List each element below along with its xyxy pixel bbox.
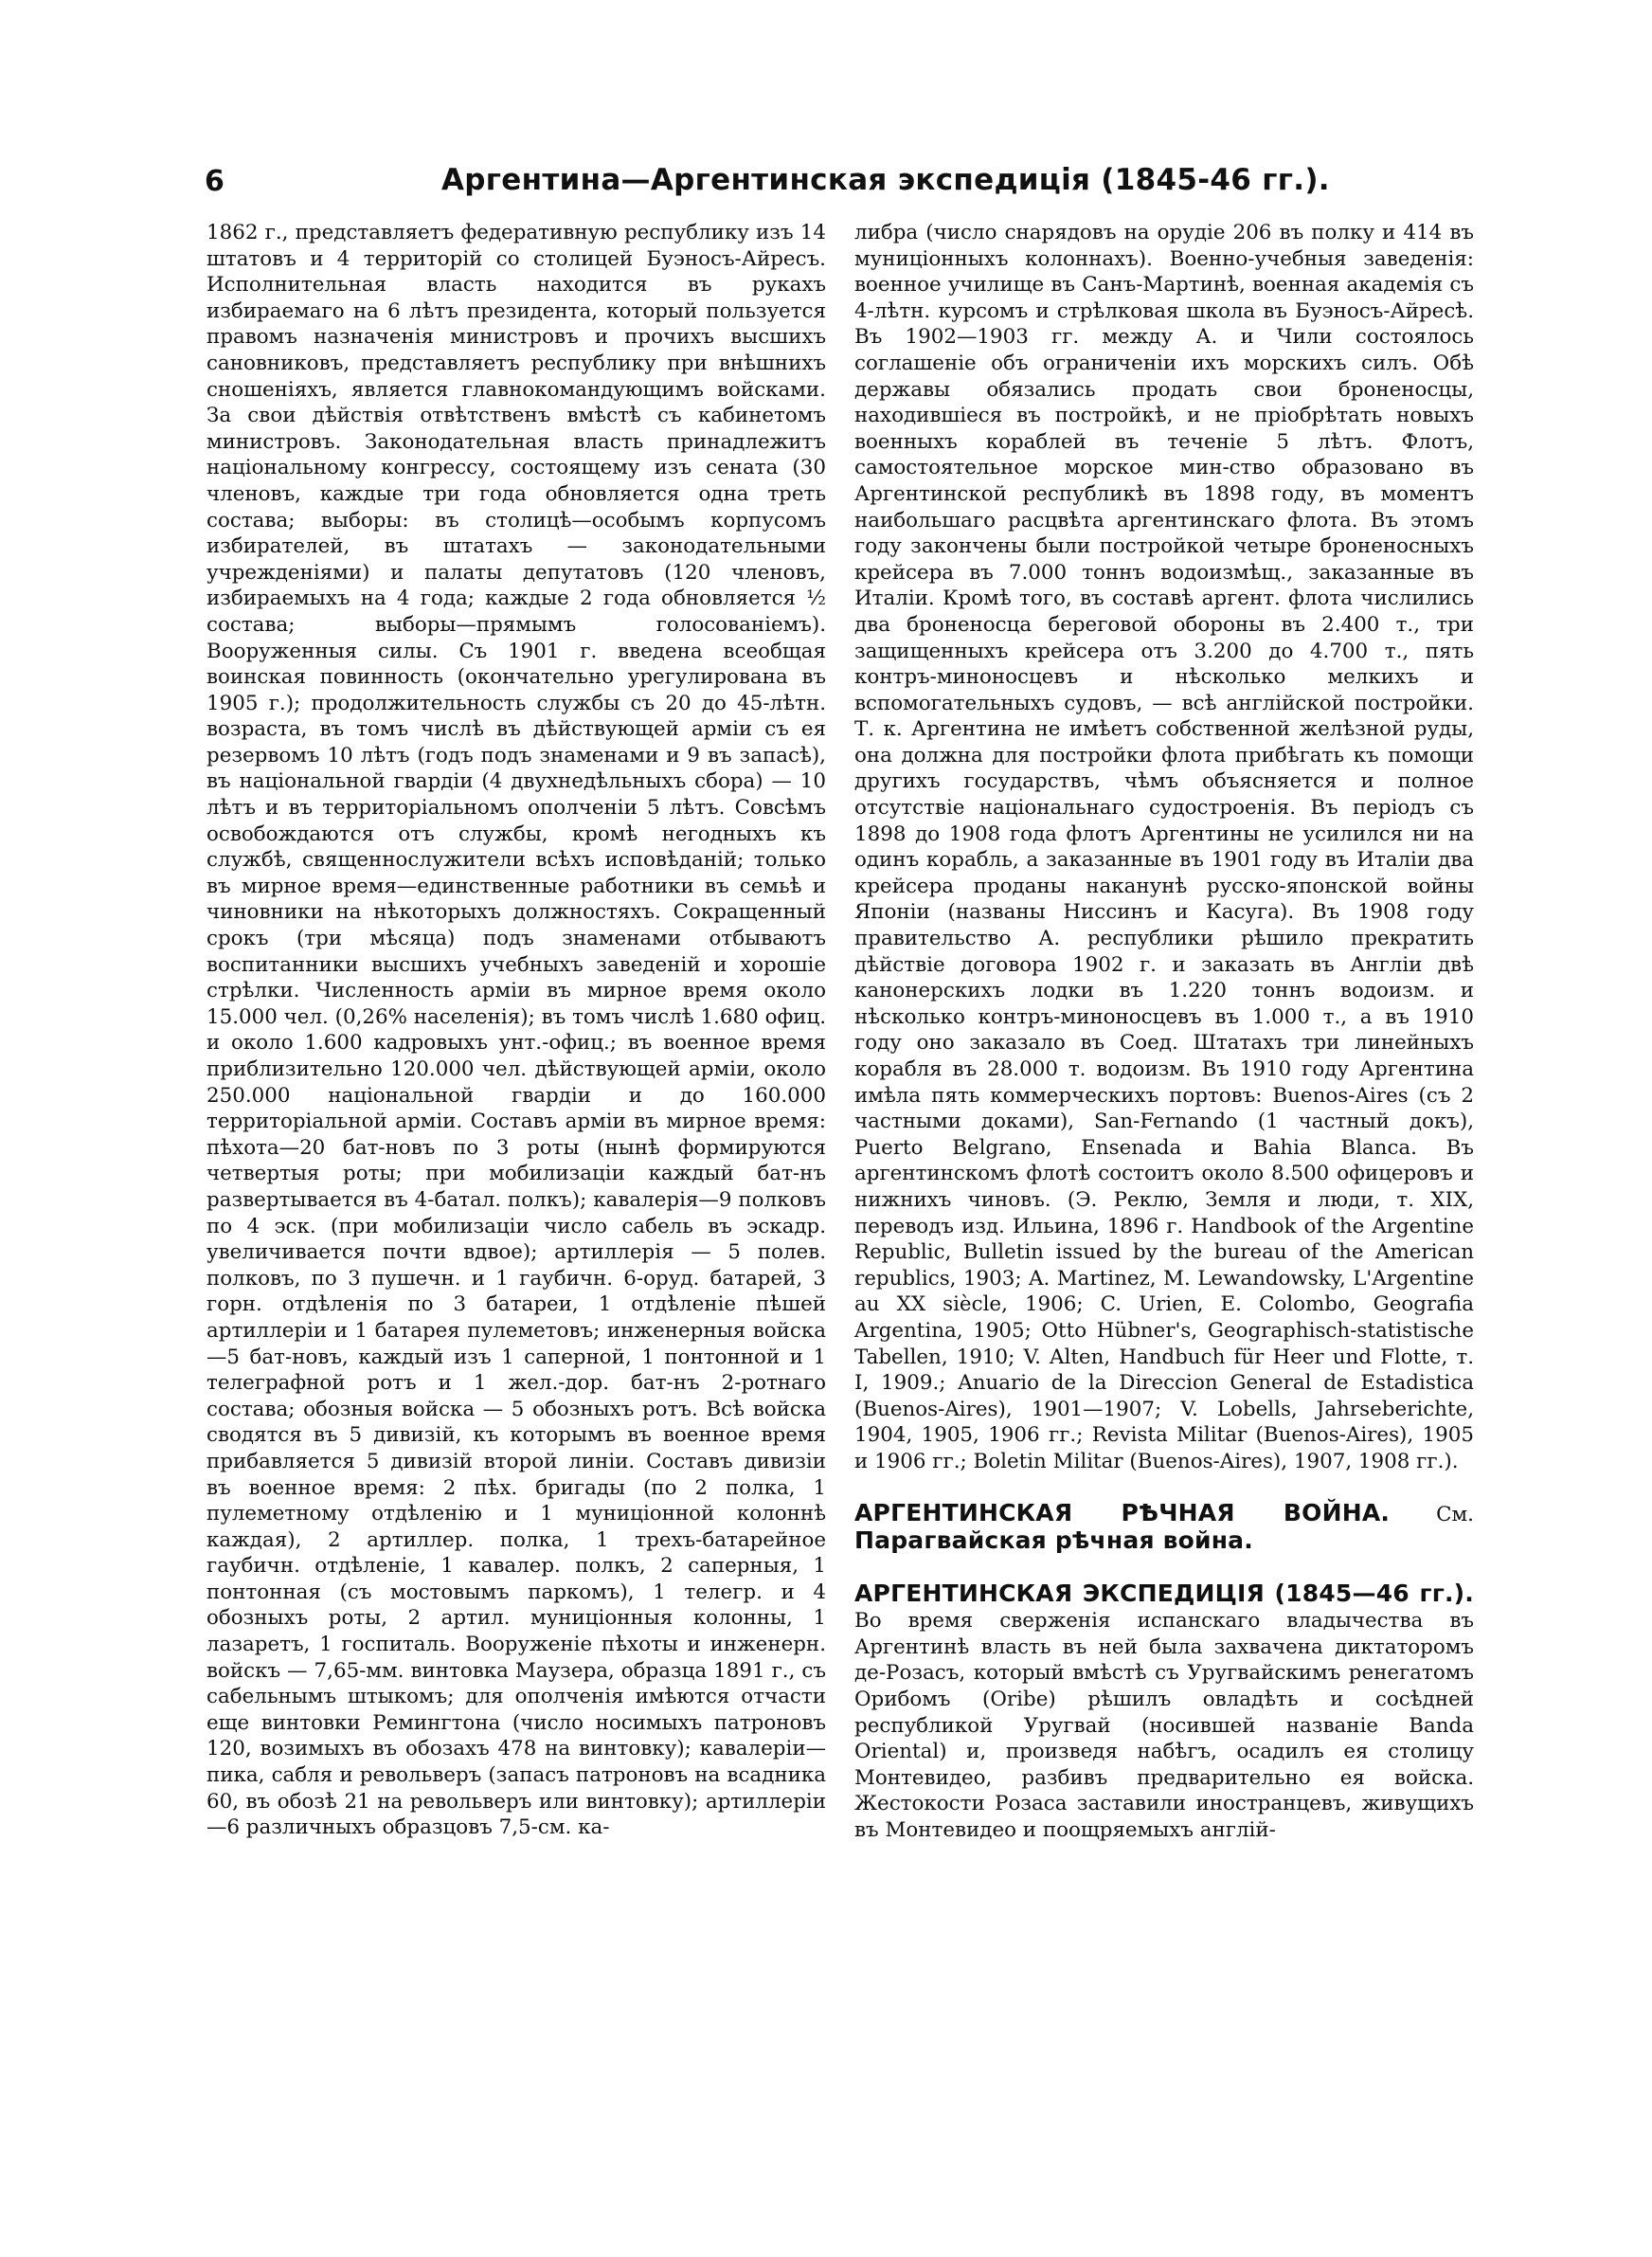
entry-see-label: См. — [1436, 1502, 1474, 1526]
page-header — [205, 163, 1474, 205]
left-column-paragraph: 1862 г., представляетъ федеративную республику изъ 14 штатовъ и 4 территорій со столицей Буэносъ-Айресъ. Исполнительная власть находится въ рукахъ избираемаго на 6 лѣтъ президента, который пользуется правомъ назначенія министровъ и прочихъ высшихъ сановниковъ, представляетъ республику при внѣшнихъ сношеніяхъ, является главнокомандующимъ войсками. За свои дѣйствія отвѣтственъ вмѣстѣ съ кабинетомъ министровъ. Законодательная власть принадлежитъ національному конгрессу, состоящему изъ сената (30 членовъ, каждые три года обновляется одна треть состава; выборы: въ столицѣ—особымъ корпусомъ избирателей, въ штатахъ — законодательными учрежденіями) и палаты депутатовъ (120 членовъ, избираемыхъ на 4 года; каждые 2 года обновляется ½ состава; выборы—прямымъ голосованіемъ). Вооруженныя силы. Съ 1901 г. введена всеобщая воинская повинность (окончательно урегулирована въ 1905 г.); продолжительность службы съ 20 до 45-лѣтн. возраста, въ томъ числѣ въ дѣйствующей арміи съ ея резервомъ 10 лѣтъ (годъ подъ знаменами и 9 въ запасѣ), въ національной гвардіи (4 двухнедѣльныхъ сбора) — 10 лѣтъ и въ территоріальномъ ополченіи 5 лѣтъ. Совсѣмъ освобождаются отъ службы, кромѣ негодныхъ къ службѣ, священнослужители всѣхъ исповѣданій; только въ мирное время—единственные работники въ семьѣ и чиновники на нѣкоторыхъ должностяхъ. Сокращенный срокъ (три мѣсяца) подъ знаменами отбываютъ воспитанники высшихъ учебныхъ заведеній и хорошіе стрѣлки. Численность арміи въ мирное время около 15.000 чел. (0,26% населенія); въ томъ числѣ 1.680 офиц. и около 1.600 кадровыхъ унт.-офиц.; въ военное время приблизительно 120.000 чел. дѣйствующей арміи, около 250.000 національной гвардіи и до 160.000 территоріальной арміи. Составъ арміи въ мирное время: пѣхота—20 бат-новъ по 3 роты (нынѣ формируются четвертыя роты; при мобилизаціи каждый бат-нъ развертывается въ 4-батал. полкъ); кавалерія—9 полковъ по 4 эск. (при мобилизаціи число сабель въ эскадр. увеличивается почти вдвое); артиллерія — 5 полев. полковъ, по 3 пушечн. и 1 гаубичн. 6-оруд. батарей, 3 горн. отдѣленія по 3 батареи, 1 отдѣленіе пѣшей артиллеріи и 1 батарея пулеметовъ; инженерныя войска—5 бат-новъ, каждый изъ 1 саперной, 1 понтонной и 1 телеграфной ротъ и 1 жел.-дор. бат-нъ 2-ротнаго состава; обозныя войска — 5 обозныхъ ротъ. Всѣ войска сводятся въ 5 дивизій, къ которымъ въ военное время прибавляется 5 дивизій второй линіи. Составъ дивизіи въ военное время: 2 пѣх. бригады (по 2 полка, 1 пулеметному отдѣленію и 1 муниціонной колоннѣ каждая), 2 артиллер. полка, 1 трехъ-батарейное гаубичн. отдѣленіе, 1 кавалер. полкъ, 2 саперныя, 1 понтонная (съ мостовымъ паркомъ), 1 телегр. и 4 обозныхъ роты, 2 артил. муниціонныя колонны, 1 лазаретъ, 1 госпиталь. Вооруженіе пѣхоты и инженерн. войскъ — 7,65-мм. винтовка Маузера, образца 1891 г., съ сабельнымъ штыкомъ; для ополченія имѣются отчасти еще винтовки Ремингтона (число носимыхъ патроновъ 120, возимыхъ въ обозахъ 478 на винтовку); кавалеріи—пика, сабля и револьверъ (запасъ патроновъ на всадника 60, въ обозѣ 21 на револьверъ или винтовку); артиллеріи—6 различныхъ образцовъ 7,5-см. ка- — [206, 221, 826, 1840]
right-column — [854, 220, 1474, 1844]
entry-headword: АРГЕНТИНСКАЯ ЭКСПЕДИЦІЯ (1845—46 гг.). — [854, 1579, 1474, 1607]
entry-argentine-expedition — [854, 1580, 1474, 1844]
right-column-paragraph: либра (число снарядовъ на орудіе 206 въ полку и 414 въ муниціонныхъ колоннахъ). Военно-учебныя заведенія: военное училище въ Санъ-Мартинѣ, военная академія съ 4-лѣтн. курсомъ и стрѣлковая школа въ Буэносъ-Айресѣ. Въ 1902—1903 гг. между А. и Чили состоялось соглашеніе объ ограниченіи ихъ морскихъ силъ. Обѣ державы обязались продать свои броненосцы, находившіеся въ постройкѣ, и не пріобрѣтать новыхъ военныхъ кораблей въ теченіе 5 лѣтъ. Флотъ, самостоятельное морское мин-ство образовано въ Аргентинской республикѣ въ 1898 году, въ моментъ наибольшаго расцвѣта аргентинскаго флота. Въ этомъ году закончены были постройкой четыре броненосныхъ крейсера въ 7.000 тоннъ водоизмѣщ., заказанные въ Италіи. Кромѣ того, въ составѣ аргент. флота числились два броненосца береговой обороны въ 2.400 т., три защищенныхъ крейсера отъ 3.200 до 4.700 т., пять контръ-миноносцевъ и нѣсколько мелкихъ и вспомогательныхъ судовъ, — всѣ англійской постройки. Т. к. Аргентина не имѣетъ собственной желѣзной руды, она должна для постройки флота прибѣгать къ помощи другихъ государствъ, чѣмъ объясняется и полное отсутствіе національнаго судостроенія. Въ періодъ съ 1898 до 1908 года флотъ Аргентины не усилился ни на одинъ корабль, а заказанные въ 1901 году въ Италіи два крейсера проданы наканунѣ русско-японской войны Японіи (названы Ниссинъ и Касуга). Въ 1908 году правительство А. республики рѣшило прекратить дѣйствіе договора 1902 г. и заказать въ Англіи двѣ канонерскихъ лодки въ 1.220 тоннъ водоизм. и нѣсколько контръ-миноносцевъ въ 1.000 т., а въ 1910 году оно заказало въ Соед. Штатахъ три линейныхъ корабля въ 28.000 т. водоизм. Въ 1910 году Аргентина имѣла пять коммерческихъ портовъ: Buenos-Aires (съ 2 частными доками), San-Fernando (1 частный докъ), Puerto Belgrano, Ensenada и Bahia Blanca. Въ аргентинскомъ флотѣ состоитъ около 8.500 офицеровъ и нижнихъ чиновъ. (Э. Реклю, Земля и люди, т. XIX, переводъ изд. Ильина, 1896 г. Handbook of the Argentine Republic, Bulletin issued by the bureau of the American republics, 1903; A. Martinez, M. Lewandowsky, L'Argentine au XX siècle, 1906; C. Urien, E. Colombo, Geografia Argentina, 1905; Otto Hübner's, Geographisch-statistische Tabellen, 1910; V. Alten, Handbuch für Heer und Flotte, т. I, 1909.; Anuario de la Direccion General de Estadistica (Buenos-Aires), 1901—1907; V. Lobells, Jahrseberichte, 1904, 1905, 1906 гг.; Revista Militar (Buenos-Aires), 1905 и 1906 гг.; Boletin Militar (Buenos-Aires), 1907, 1908 гг.). — [854, 221, 1474, 1473]
entry-cross-reference: Парагвайская рѣчная война. — [854, 1526, 1253, 1555]
entry-body: Во время сверженія испанскаго владычества въ Аргентинѣ власть въ ней была захвачена диктаторомъ де-Розасъ, который вмѣстѣ съ Уругвайскимъ ренегатомъ Орибомъ (Oribe) рѣшилъ овладѣть и сосѣдней республикой Уругвай (носившей названіе Banda Oriental) и, произведя набѣгъ, осадилъ ея столицу Монтевидео, разбивъ предварительно ея войска. Жестокости Розаса заставили иностранцевъ, живущихъ въ Монтевидео и поощряемыхъ англій- — [854, 1609, 1474, 1843]
running-title: Аргентина—Аргентинская экспедиція (1845-46 гг.). — [441, 163, 1330, 197]
left-column — [206, 220, 826, 1841]
page-number: 6 — [205, 165, 224, 198]
entry-argentine-river-war — [854, 1500, 1474, 1556]
entry-headword: АРГЕНТИНСКАЯ РѢЧНАЯ ВОЙНА. — [854, 1498, 1391, 1526]
column-gutter — [832, 220, 833, 2134]
